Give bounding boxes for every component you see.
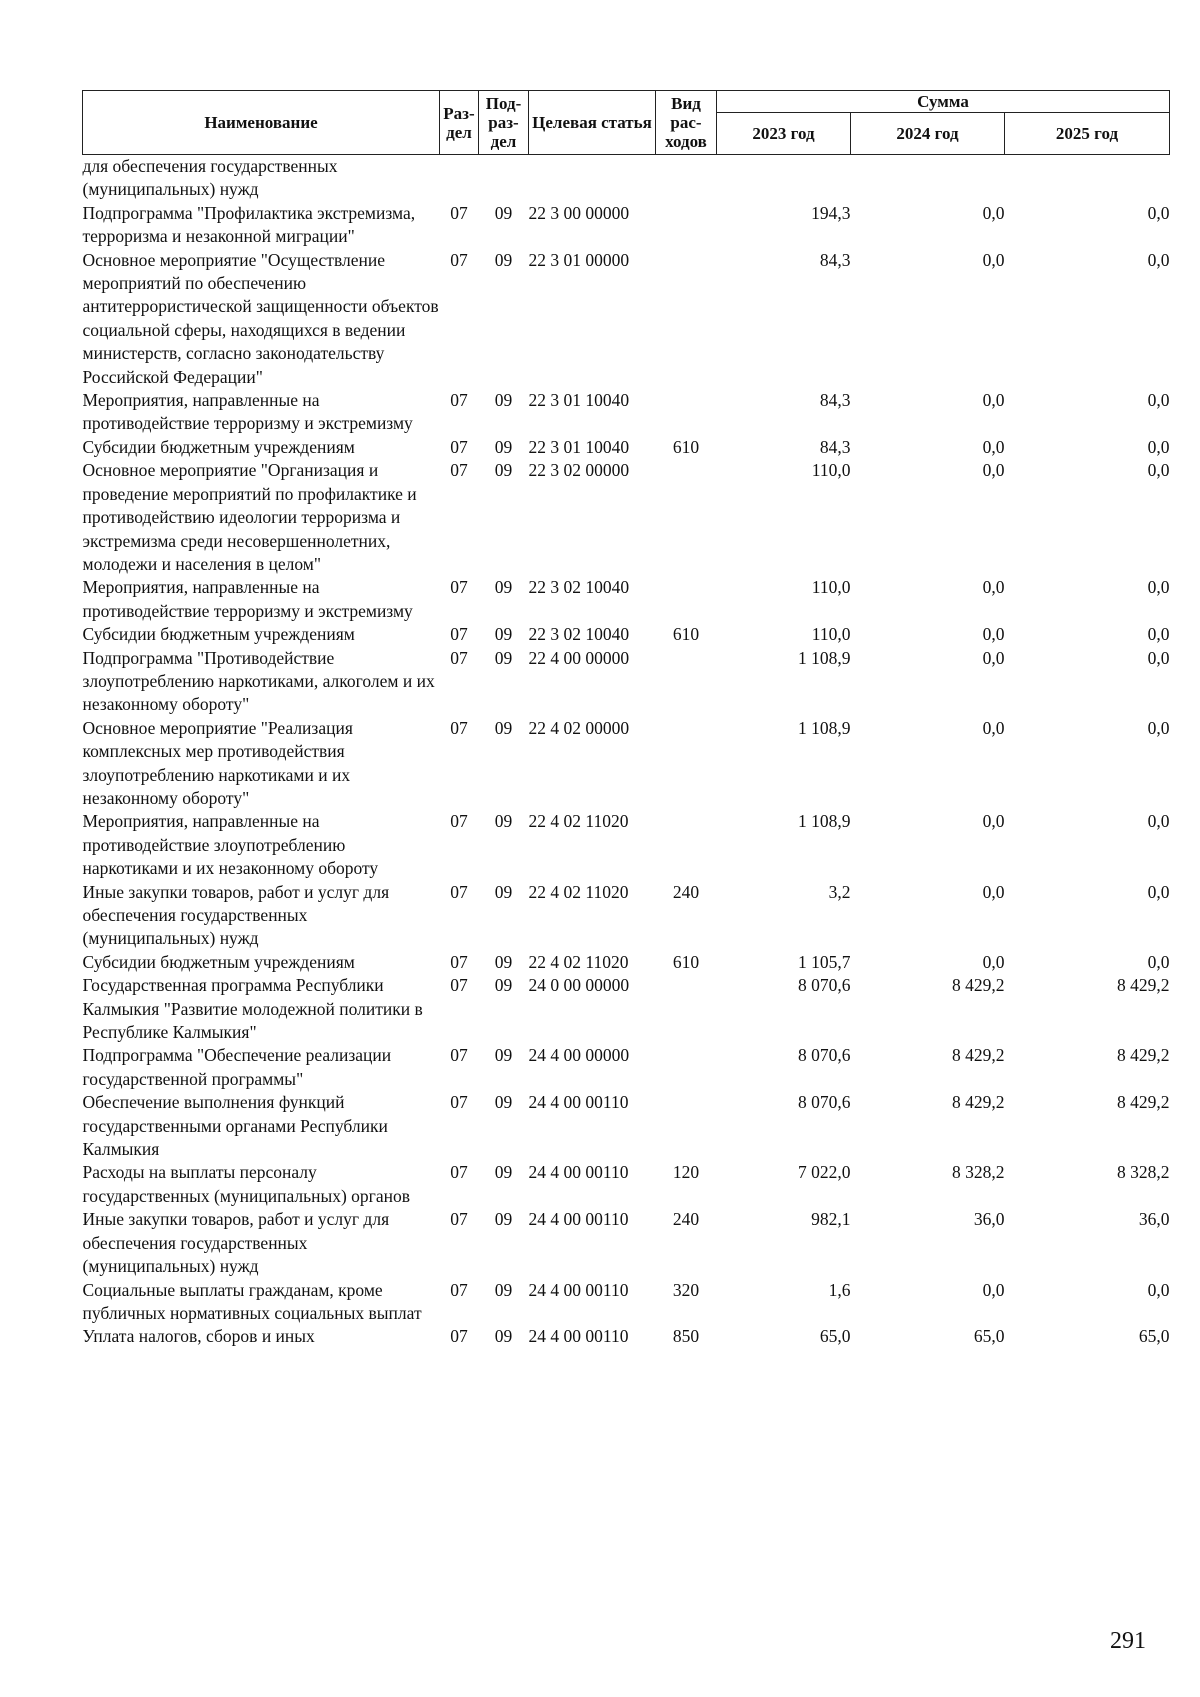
row-subsection: 09: [494, 202, 513, 223]
row-section: 07: [450, 811, 468, 832]
row-section: 07: [450, 1162, 468, 1183]
row-subsection: 09: [494, 577, 513, 598]
row-sum-2025: 0,0: [1147, 249, 1170, 270]
row-name: Подпрограмма "Профилактика экстремизма, терроризма и незаконной миграции": [82, 202, 416, 247]
row-sum-2023: 110,0: [811, 577, 851, 598]
row-sum-2024: 0,0: [982, 624, 1005, 645]
row-section: 07: [450, 975, 468, 996]
row-section: 07: [450, 249, 468, 270]
header-sum: Сумма: [717, 91, 1170, 113]
row-sum-2023: 84,3: [819, 249, 851, 270]
row-sum-2024: 0,0: [982, 881, 1005, 902]
row-sum-2025: 0,0: [1147, 436, 1170, 457]
table-row: [83, 1279, 1170, 1326]
row-sum-2024: 0,0: [982, 249, 1005, 270]
table-row: [83, 810, 1170, 880]
row-target: 22 3 01 10040: [528, 390, 630, 411]
row-target: 22 3 02 00000: [528, 460, 630, 481]
row-sum-2025: 8 429,2: [1117, 1045, 1170, 1066]
row-name: Обеспечение выполнения функций государственными органами Республики Калмыкия: [82, 1092, 388, 1160]
row-name: Расходы на выплаты персоналу государственных (муниципальных) органов: [82, 1162, 411, 1206]
row-sum-2025: 0,0: [1147, 881, 1170, 902]
row-section: 07: [450, 624, 468, 645]
row-sum-2023: 84,3: [819, 436, 851, 457]
row-sum-2024: 8 429,2: [952, 975, 1005, 996]
row-sum-2025: 0,0: [1147, 577, 1170, 598]
row-section: 07: [450, 1209, 468, 1230]
row-sum-2023: 1 105,7: [798, 951, 851, 972]
row-sum-2024: 0,0: [982, 1279, 1005, 1300]
row-subsection: 09: [494, 1209, 513, 1230]
row-sum-2025: [1005, 155, 1170, 202]
row-section: 07: [450, 577, 468, 598]
row-target: 22 4 02 11020: [528, 881, 629, 902]
row-sum-2023: 7 022,0: [798, 1162, 851, 1183]
row-kind: 850: [672, 1326, 700, 1347]
row-subsection: 09: [494, 647, 513, 668]
row-subsection: 09: [494, 1092, 513, 1113]
row-name: Социальные выплаты гражданам, кроме публичных нормативных социальных выплат: [82, 1279, 422, 1323]
row-section: 07: [450, 1045, 468, 1066]
row-kind: 610: [672, 436, 700, 457]
table-header: [83, 91, 1170, 155]
row-sum-2025: 0,0: [1147, 624, 1170, 645]
row-sum-2023: 1 108,9: [798, 647, 851, 668]
row-sum-2025: 0,0: [1147, 717, 1170, 738]
row-sum-2024: 0,0: [982, 202, 1005, 223]
row-sum-2023: 982,1: [811, 1209, 851, 1230]
header-section: Раз-дел: [440, 91, 479, 155]
row-kind: [656, 389, 717, 436]
row-sum-2025: 8 429,2: [1117, 975, 1170, 996]
row-sum-2025: 8 429,2: [1117, 1092, 1170, 1113]
row-sum-2023: 1 108,9: [798, 717, 851, 738]
row-sum-2024: 8 429,2: [952, 1045, 1005, 1066]
row-sum-2023: 110,0: [811, 624, 851, 645]
row-sum-2024: 36,0: [973, 1209, 1005, 1230]
row-subsection: 09: [494, 624, 513, 645]
row-sum-2025: 8 328,2: [1117, 1162, 1170, 1183]
row-name: Мероприятия, направленные на противодействие злоупотреблению наркотиками и их незаконному обороту: [82, 811, 379, 879]
table-row: [83, 459, 1170, 576]
table-row: [83, 202, 1170, 249]
row-kind: 120: [672, 1162, 700, 1183]
row-kind: [656, 647, 717, 717]
row-section: 07: [450, 717, 468, 738]
row-sum-2023: 8 070,6: [798, 975, 851, 996]
row-name: Иные закупки товаров, работ и услуг для обеспечения государственных (муниципальных) нужд: [82, 1209, 390, 1277]
row-sum-2025: 0,0: [1147, 460, 1170, 481]
row-kind: [656, 1044, 717, 1091]
row-target: 22 3 01 00000: [528, 249, 630, 270]
table-row: [83, 974, 1170, 1044]
row-sum-2023: 194,3: [811, 202, 851, 223]
table-row: [83, 576, 1170, 623]
row-kind: 320: [672, 1279, 700, 1300]
table-row: [83, 647, 1170, 717]
row-subsection: 09: [494, 811, 513, 832]
row-kind: [656, 249, 717, 389]
row-name: Субсидии бюджетным учреждениям: [82, 951, 355, 972]
row-sum-2024: [851, 155, 1005, 202]
row-target: 22 4 02 00000: [528, 717, 630, 738]
row-sum-2025: 0,0: [1147, 951, 1170, 972]
table-row: [83, 249, 1170, 389]
table-row: [83, 436, 1170, 459]
row-subsection: 09: [494, 881, 513, 902]
row-sum-2024: 0,0: [982, 436, 1005, 457]
row-target: 22 4 00 00000: [528, 647, 630, 668]
row-sum-2025: 0,0: [1147, 390, 1170, 411]
table-row: [83, 717, 1170, 811]
row-subsection: 09: [494, 1162, 513, 1183]
row-section: 07: [450, 951, 468, 972]
table-row: [83, 389, 1170, 436]
row-sum-2025: 36,0: [1138, 1209, 1170, 1230]
row-section: 07: [450, 460, 468, 481]
row-name: Подпрограмма "Противодействие злоупотреблению наркотиками, алкоголем и их незаконному обороту": [82, 647, 435, 715]
row-name: Мероприятия, направленные на противодействие терроризму и экстремизму: [82, 390, 413, 434]
row-kind: 610: [672, 624, 700, 645]
table-row: [83, 623, 1170, 646]
row-section: 07: [450, 1092, 468, 1113]
row-name: Мероприятия, направленные на противодействие терроризму и экстремизму: [82, 577, 413, 621]
row-name: Основное мероприятие "Осуществление мероприятий по обеспечению антитеррористической защищенности объектов социальной сферы, находящихся в ведении министерств, согласно законодательству Российской Федерации": [82, 249, 439, 387]
row-target: 22 4 02 11020: [528, 811, 629, 832]
table-row: [83, 1091, 1170, 1161]
row-name: Основное мероприятие "Реализация комплексных мер противодействия злоупотреблению наркотиками и их незаконному обороту": [82, 717, 353, 808]
row-section: 07: [450, 647, 468, 668]
row-target: 24 4 00 00110: [528, 1092, 629, 1113]
row-kind: [656, 717, 717, 811]
row-target: 22 4 02 11020: [528, 951, 629, 972]
row-kind: 240: [672, 881, 700, 902]
row-subsection: 09: [494, 951, 513, 972]
row-section: 07: [450, 881, 468, 902]
row-kind: [656, 974, 717, 1044]
row-kind: [656, 459, 717, 576]
row-sum-2023: 110,0: [811, 460, 851, 481]
row-target: 24 4 00 00110: [528, 1209, 629, 1230]
row-sum-2025: 0,0: [1147, 1279, 1170, 1300]
row-name: Субсидии бюджетным учреждениям: [82, 624, 355, 645]
table-row: [83, 1325, 1170, 1348]
table-row: [83, 1161, 1170, 1208]
row-sum-2023: 84,3: [819, 390, 851, 411]
row-kind: [656, 1091, 717, 1161]
row-sum-2025: 65,0: [1138, 1326, 1170, 1347]
row-kind: [656, 155, 717, 202]
row-subsection: 09: [494, 436, 513, 457]
row-section: 07: [450, 202, 468, 223]
row-name: Подпрограмма "Обеспечение реализации государственной программы": [82, 1045, 392, 1089]
row-target: 24 4 00 00000: [528, 1045, 630, 1066]
row-sum-2023: 65,0: [819, 1326, 851, 1347]
row-subsection: 09: [494, 1326, 513, 1347]
row-name: Государственная программа Республики Калмыкия "Развитие молодежной политики в Республике Калмыкия": [82, 975, 423, 1043]
row-section: 07: [450, 1279, 468, 1300]
header-year-2023: 2023 год: [717, 113, 851, 155]
page-number: 291: [1110, 1628, 1146, 1654]
row-subsection: [479, 155, 529, 202]
row-sum-2024: 0,0: [982, 717, 1005, 738]
row-sum-2024: 65,0: [973, 1326, 1005, 1347]
budget-table: [82, 90, 1170, 1349]
row-sum-2025: 0,0: [1147, 811, 1170, 832]
row-subsection: 09: [494, 1045, 513, 1066]
row-name: Основное мероприятие "Организация и проведение мероприятий по профилактике и противодействию идеологии терроризма и экстремизма среди несовершеннолетних, молодежи и населения в целом": [82, 460, 417, 574]
row-target: 22 3 01 10040: [528, 436, 630, 457]
row-kind: [656, 202, 717, 249]
row-sum-2024: 0,0: [982, 460, 1005, 481]
row-sum-2023: 8 070,6: [798, 1045, 851, 1066]
row-section: 07: [450, 436, 468, 457]
row-subsection: 09: [494, 717, 513, 738]
header-year-2025: 2025 год: [1005, 113, 1170, 155]
row-sum-2024: 0,0: [982, 577, 1005, 598]
row-sum-2023: [717, 155, 851, 202]
row-subsection: 09: [494, 1279, 513, 1300]
table-body: [83, 155, 1170, 1349]
header-kind: Вид рас-ходов: [656, 91, 717, 155]
row-sum-2024: 0,0: [982, 951, 1005, 972]
row-subsection: 09: [494, 390, 513, 411]
row-target: [529, 155, 656, 202]
table-row: [83, 1044, 1170, 1091]
header-year-2024: 2024 год: [851, 113, 1005, 155]
row-kind: 240: [672, 1209, 700, 1230]
row-sum-2023: 3,2: [828, 881, 851, 902]
row-target: 22 3 00 00000: [528, 202, 630, 223]
table-row: [83, 1208, 1170, 1278]
row-name: Уплата налогов, сборов и иных: [82, 1326, 315, 1347]
row-target: 24 4 00 00110: [528, 1326, 629, 1347]
row-kind: [656, 810, 717, 880]
row-kind: [656, 576, 717, 623]
row-sum-2024: 0,0: [982, 647, 1005, 668]
row-sum-2024: 8 429,2: [952, 1092, 1005, 1113]
row-sum-2024: 8 328,2: [952, 1162, 1005, 1183]
row-sum-2023: 1 108,9: [798, 811, 851, 832]
row-name: Иные закупки товаров, работ и услуг для обеспечения государственных (муниципальных) нужд: [82, 881, 390, 949]
row-subsection: 09: [494, 249, 513, 270]
row-section: 07: [450, 1326, 468, 1347]
row-target: 24 4 00 00110: [528, 1279, 629, 1300]
header-name: Наименование: [83, 91, 440, 155]
row-target: 22 3 02 10040: [528, 577, 630, 598]
row-section: 07: [450, 390, 468, 411]
table-row: [83, 951, 1170, 974]
row-target: 22 3 02 10040: [528, 624, 630, 645]
row-target: 24 4 00 00110: [528, 1162, 629, 1183]
row-name: Субсидии бюджетным учреждениям: [82, 436, 355, 457]
table-row: [83, 881, 1170, 951]
row-section: [440, 155, 479, 202]
row-sum-2024: 0,0: [982, 811, 1005, 832]
row-sum-2025: 0,0: [1147, 202, 1170, 223]
row-kind: 610: [672, 951, 700, 972]
header-subsection: Под-раз-дел: [479, 91, 529, 155]
table-row: [83, 155, 1170, 202]
row-sum-2024: 0,0: [982, 390, 1005, 411]
row-subsection: 09: [494, 975, 513, 996]
row-target: 24 0 00 00000: [528, 975, 630, 996]
row-subsection: 09: [494, 460, 513, 481]
row-sum-2023: 1,6: [828, 1279, 851, 1300]
row-sum-2023: 8 070,6: [798, 1092, 851, 1113]
header-target: Целевая статья: [529, 91, 656, 155]
row-name: для обеспечения государственных (муниципальных) нужд: [82, 156, 338, 200]
row-sum-2025: 0,0: [1147, 647, 1170, 668]
